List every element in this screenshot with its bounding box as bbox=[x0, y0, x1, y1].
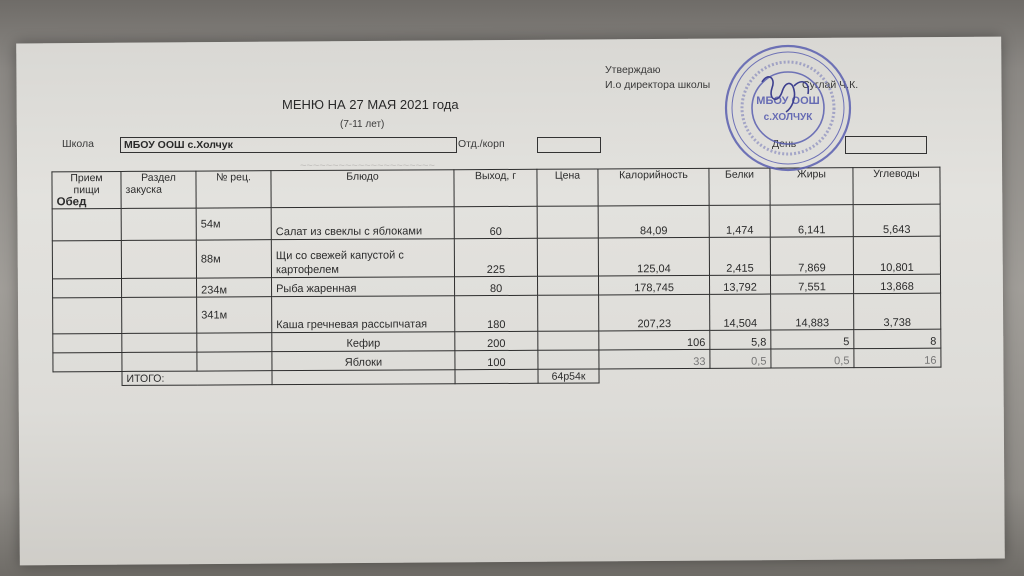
cell-dish: Рыба жаренная bbox=[272, 277, 455, 297]
cell-dish: Каша гречневая рассыпчатая bbox=[272, 296, 455, 333]
cell-carbs: 8 bbox=[854, 329, 941, 348]
cell-empty bbox=[710, 368, 771, 382]
cell-fat: 7,551 bbox=[770, 275, 853, 294]
cell-empty bbox=[53, 371, 122, 385]
cell-recipe: 54м bbox=[196, 208, 271, 240]
menu-age-group: (7-11 лет) bbox=[340, 119, 385, 130]
cell-empty bbox=[52, 208, 121, 240]
cell-yield: 200 bbox=[455, 331, 538, 350]
cell-price bbox=[537, 206, 598, 238]
approval-signer: Суглай Ч.К. bbox=[802, 79, 859, 91]
cell-empty bbox=[53, 333, 122, 352]
day-field bbox=[845, 136, 927, 154]
cell-empty bbox=[53, 278, 122, 297]
cell-fat: 14,883 bbox=[771, 294, 854, 330]
header-meal bbox=[52, 171, 121, 208]
stamp-center-text: МБОУ ООШ bbox=[756, 95, 820, 107]
cell-yield: 80 bbox=[455, 276, 538, 295]
cell-carbs: 10,801 bbox=[853, 236, 940, 274]
cell-protein: 5,8 bbox=[710, 330, 771, 349]
cell-empty bbox=[122, 297, 197, 333]
cell-empty bbox=[121, 240, 196, 278]
cell-kcal: 125,04 bbox=[598, 237, 709, 276]
cell-price bbox=[537, 238, 598, 276]
total-price: 64р54к bbox=[538, 369, 599, 383]
cell-dish: Салат из свеклы с яблоками bbox=[271, 207, 454, 240]
table-row bbox=[53, 293, 941, 334]
cell-yield: 100 bbox=[455, 350, 538, 369]
cell-empty bbox=[599, 368, 710, 383]
cell-price bbox=[537, 276, 598, 295]
cell-price bbox=[538, 331, 599, 350]
bleed-through-text: ~~~~~~~~~~~~~~~~~~~~~ bbox=[300, 160, 435, 172]
header-price: Цена bbox=[537, 169, 598, 206]
cell-kcal: 106 bbox=[599, 330, 710, 350]
cell-empty bbox=[854, 367, 941, 381]
cell-empty bbox=[122, 333, 197, 352]
menu-title: МЕНЮ НА 27 МАЯ 2021 года bbox=[282, 97, 459, 112]
header-dish: Блюдо bbox=[271, 170, 454, 208]
header-section bbox=[121, 171, 196, 208]
cell-dish: Яблоки bbox=[272, 351, 455, 371]
cell-protein: 2,415 bbox=[709, 237, 770, 275]
cell-fat: 0,5 bbox=[771, 349, 854, 368]
cell-empty bbox=[53, 352, 122, 371]
header-kcal: Калорийность bbox=[598, 168, 709, 206]
table-row bbox=[52, 236, 940, 279]
cell-kcal: 84,09 bbox=[598, 205, 709, 238]
cell-recipe: 234м bbox=[197, 278, 272, 297]
cell-recipe bbox=[197, 333, 272, 352]
cell-fat: 6,141 bbox=[770, 205, 853, 237]
cell-empty bbox=[272, 370, 455, 385]
cell-empty bbox=[52, 240, 121, 278]
cell-price bbox=[538, 350, 599, 369]
cell-kcal: 33 bbox=[599, 349, 710, 369]
cell-dish: Щи со свежей капустой с картофелем bbox=[271, 239, 454, 278]
cell-carbs: 13,868 bbox=[853, 274, 940, 293]
stamp-village-text: с.ХОЛЧУК bbox=[763, 112, 813, 123]
header-protein: Белки bbox=[709, 168, 770, 205]
cell-kcal: 207,23 bbox=[599, 294, 710, 331]
cell-empty bbox=[122, 352, 197, 371]
cell-carbs: 16 bbox=[854, 348, 941, 367]
cell-carbs: 3,738 bbox=[854, 293, 941, 329]
cell-empty bbox=[771, 368, 854, 382]
cell-recipe bbox=[197, 352, 272, 371]
cell-yield: 180 bbox=[455, 295, 538, 331]
approval-line1: Утверждаю bbox=[605, 64, 661, 76]
header-fat: Жиры bbox=[770, 168, 853, 205]
cell-recipe: 88м bbox=[196, 240, 271, 278]
cell-fat: 5 bbox=[771, 330, 854, 349]
cell-protein: 0,5 bbox=[710, 349, 771, 368]
day-label: День bbox=[772, 138, 797, 150]
school-name-field: МБОУ ООШ с.Холчук bbox=[120, 137, 457, 153]
cell-kcal: 178,745 bbox=[598, 275, 709, 295]
section-name: закуска bbox=[125, 183, 162, 196]
school-label: Школа bbox=[62, 138, 94, 150]
cell-dish: Кефир bbox=[272, 332, 455, 352]
cell-yield: 225 bbox=[454, 238, 537, 276]
table-row bbox=[52, 204, 940, 241]
cell-protein: 13,792 bbox=[709, 275, 770, 294]
header-recipe: № рец. bbox=[196, 171, 271, 208]
header-yield: Выход, г bbox=[454, 169, 537, 206]
total-label: ИТОГО: bbox=[122, 371, 272, 386]
menu-table bbox=[51, 167, 941, 387]
cell-protein: 14,504 bbox=[710, 294, 771, 330]
dept-label: Отд./корп bbox=[458, 138, 505, 150]
cell-empty bbox=[121, 208, 196, 240]
meal-name: Обед bbox=[56, 196, 87, 209]
cell-carbs: 5,643 bbox=[853, 204, 940, 236]
cell-recipe: 341м bbox=[197, 297, 272, 333]
approval-line2: И.о директора школы bbox=[605, 79, 711, 91]
cell-empty bbox=[455, 369, 538, 383]
header-carbs: Углеводы bbox=[853, 167, 940, 204]
cell-protein: 1,474 bbox=[709, 205, 770, 237]
header-section-text: Раздел bbox=[141, 171, 176, 184]
dept-field bbox=[537, 137, 601, 153]
cell-price bbox=[538, 295, 599, 331]
cell-empty bbox=[122, 278, 197, 297]
cell-yield: 60 bbox=[454, 206, 537, 238]
official-stamp bbox=[722, 42, 854, 174]
header-meal-text: Прием пищи bbox=[70, 172, 103, 197]
cell-empty bbox=[53, 297, 122, 333]
cell-fat: 7,869 bbox=[770, 237, 853, 275]
